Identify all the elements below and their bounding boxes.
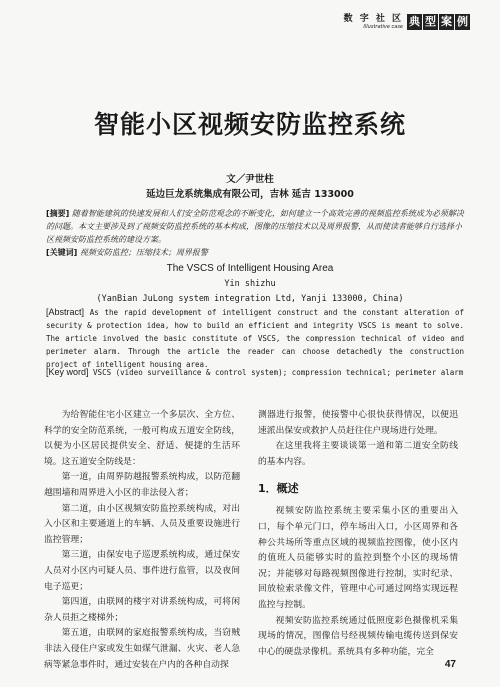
keywords-en-label: [Key word]: [46, 367, 89, 377]
section-box: [406, 14, 470, 30]
title-en: The VSCS of Intelligent Housing Area: [166, 263, 334, 274]
abstract-en: [46, 306, 464, 371]
keywords-cn-text: 视频安防监控；压缩技术；周界报警: [79, 248, 208, 257]
body-paragraph: 为给智能住宅小区建立一个多层次、全方位、科学的安全防范系统，一般可构成五道安全防线，以便为小区居民提供安全、舒适、便捷的生活环境。这五道安全防线是：: [44, 410, 240, 467]
article-author: 文／尹世柱: [226, 174, 274, 185]
author-en: Yin shizhu: [224, 279, 276, 289]
section-box-char: 型: [425, 15, 436, 28]
abstract-en-label: [Abstract]: [46, 307, 85, 317]
section-box-char: 例: [457, 15, 468, 28]
abstract-cn-text: 随着智能建筑的快速发展和人们安全防范观念的不断变化，如何建立一个高效完善的视频监控系统成为必须解决的问题。本文主要涉及到了视频安防监控系统的基本构成，图像的压缩技术以及周界报警，从而使读者能够自行选择小区视频安防监控系统的建设方案。: [46, 209, 464, 244]
abstract-cn-label: [摘要]: [46, 209, 70, 218]
affiliation-en: (YanBian JuLong system integration Ltd, Yanji 133000, China): [96, 294, 404, 304]
keywords-en-text: VSCS (video surveillance & control system); compression technical; perimeter alarm: [93, 368, 464, 377]
body-paragraph: 第五道，由联网的家庭报警系统构成，当窃贼非法入侵住户家或发生如煤气泄漏、火灾、老人急病等紧急事件时，通过安装在户内的各种自动探: [44, 628, 240, 670]
section-label-en: Illustrative case: [363, 24, 403, 30]
body-paragraph: 第四道，由联网的楼宇对讲系统构成，可将闲杂人员拒之楼梯外；: [44, 597, 240, 623]
abstract-cn: [46, 207, 464, 246]
abstract-en-text: As the rapid development of intelligent construct and the constant alteration of security & protection idea, how to build an efficient and integrity VSCS is meant to solve. The article involved the basic constitute of VSCS, the compression technical of video and perimeter alarm. Through the article the reader can choose detachedly the construction project of intelligent housing area.: [46, 308, 464, 369]
body-paragraph: 在这里我将主要谈谈第一道和第二道安全防线的基本内容。: [258, 441, 458, 467]
body-paragraph: 测器进行报警，使接警中心很快获得情况，以便迅速派出保安或救护人员赶往住户现场进行处理。: [258, 410, 458, 436]
body-column-right: [258, 408, 458, 660]
keywords-cn: [46, 247, 464, 259]
body-paragraph: 视频安防监控系统通过低照度彩色摄像机采集现场的情况，图像信号经视频传输电缆传送到保安中心的硬盘录像机。系统具有多种功能，完全: [258, 615, 458, 657]
body-paragraph: 视频安防监控系统主要采集小区的重要出入口，每个单元门口，停车场出入口，小区周界和各种公共场所等重点区域的视频监控图像，使小区内的值班人员能够实时的监控到整个小区的现场情况；并能够对每路视频图像进行控制，实时纪录、回放检索录像文件，管理中心可通过网络实现远程监控与控制。: [258, 506, 458, 610]
body-column-left: [44, 408, 240, 673]
article-title: 智能小区视频安防监控系统: [93, 110, 406, 139]
section-label-cn: 数 字 社 区: [343, 14, 403, 24]
section-box-char: 案: [441, 15, 452, 28]
keywords-en: [46, 366, 464, 379]
section-badge: [344, 14, 470, 30]
section-heading: 1．概述: [258, 482, 299, 496]
body-paragraph: 第三道，由保安电子巡逻系统构成，通过保安人员对小区内可疑人员、事件进行监管，以及夜间电子巡更；: [44, 550, 240, 592]
keywords-cn-label: [关键词]: [46, 248, 78, 257]
page-number: 47: [444, 659, 456, 670]
section-box-char: 典: [409, 15, 420, 28]
article-affiliation: 延边巨龙系统集成有限公司，吉林 延吉 133000: [146, 189, 354, 200]
body-paragraph: 第二道，由小区视频安防监控系统构成，对出入小区和主要通道上的车辆、人员及重要设施进行监控管理；: [44, 503, 240, 545]
body-paragraph: 第一道，由周界防越报警系统构成，以防范翻越围墙和周界进入小区的非法侵入者；: [44, 472, 240, 498]
